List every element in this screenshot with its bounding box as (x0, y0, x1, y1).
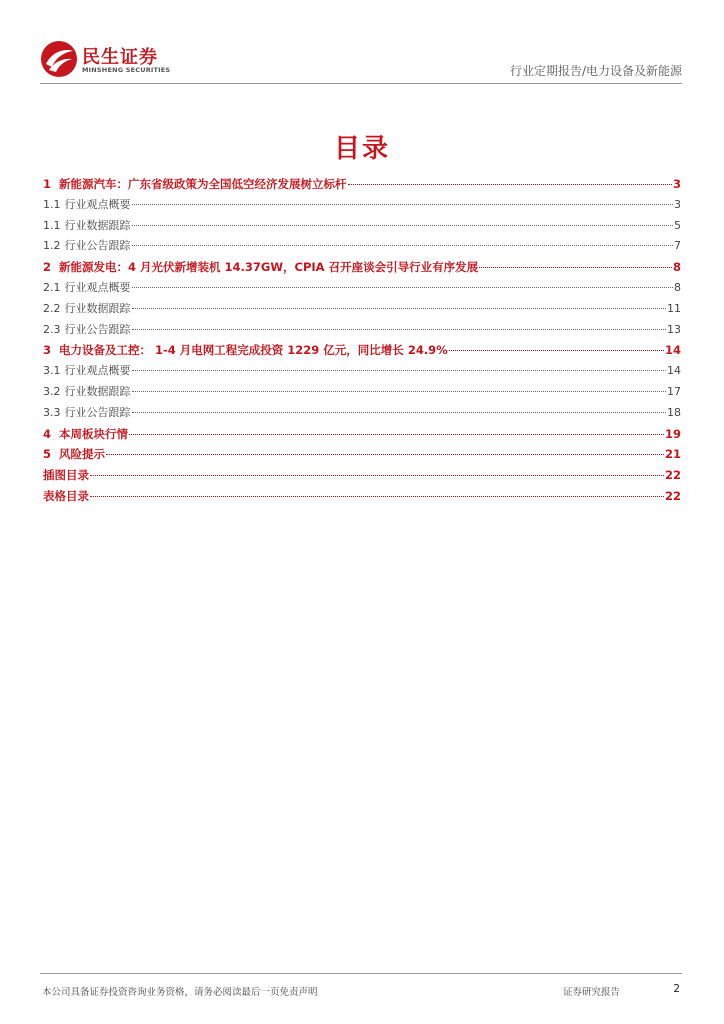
toc-entry-number: 3.2 (43, 384, 61, 398)
toc-entry-label: 行业观点概要 (64, 197, 131, 211)
toc-entry-label: 行业公告跟踪 (64, 239, 131, 253)
toc-dot-leader (132, 287, 674, 288)
toc-dot-leader (132, 412, 667, 413)
toc-entry[interactable] (43, 257, 681, 278)
toc-entry-page: 3 (674, 197, 681, 211)
toc-entry-page: 21 (664, 447, 681, 462)
toc-entry[interactable] (43, 216, 681, 237)
toc-dot-leader (449, 350, 664, 351)
toc-entry-label: 行业公告跟踪 (64, 405, 131, 419)
toc-entry-number: 4 (43, 426, 52, 441)
toc-entry[interactable] (43, 320, 681, 341)
toc-entry-number: 3 (43, 343, 52, 358)
toc-entry-page: 14 (664, 343, 681, 358)
toc-entry-label: 风险提示 (59, 447, 106, 462)
toc-entry-label: 行业数据跟踪 (64, 218, 131, 232)
toc-entry-label: 行业观点概要 (64, 280, 131, 294)
toc-entry-number: 3.3 (43, 405, 61, 419)
toc-entry-page: 8 (672, 260, 681, 275)
toc-entry-label: 本周板块行情 (59, 426, 129, 441)
toc-entry[interactable] (43, 424, 681, 445)
toc-dot-leader (348, 184, 672, 185)
toc-entry-label: 表格目录 (43, 488, 89, 503)
toc-entry-page: 7 (674, 239, 681, 253)
toc-dot-leader (90, 496, 664, 497)
footer-report-type: 证券研究报告 (563, 987, 621, 998)
toc-entry-number: 2 (43, 260, 52, 275)
toc-entry-label: 新能源发电：4 月光伏新增装机 14.37GW，CPIA 召开座谈会引导行业有序发展 (59, 260, 479, 275)
toc-entry-number: 1.1 (43, 197, 61, 211)
footer-disclaimer: 本公司具备证券投资咨询业务资格，请务必阅读最后一页免责声明 (42, 987, 318, 998)
toc-dot-leader (132, 245, 674, 246)
toc-entry[interactable] (43, 236, 681, 257)
toc-dot-leader (132, 329, 667, 330)
toc-dot-leader (132, 225, 674, 226)
page-number: 2 (673, 983, 680, 995)
toc-entry-number: 5 (43, 447, 52, 462)
toc-entry-page: 11 (667, 301, 681, 315)
toc-entry-page: 3 (672, 177, 681, 191)
toc-entry[interactable] (43, 444, 681, 465)
toc-entry[interactable] (43, 195, 681, 216)
toc-title: 目录 (333, 134, 390, 164)
toc-entry-page: 13 (667, 322, 681, 336)
toc-entry-number: 1.1 (43, 218, 61, 232)
toc-entry-page: 14 (667, 364, 681, 378)
header-divider (40, 83, 682, 84)
toc-entry-label: 行业数据跟踪 (64, 384, 131, 398)
toc-dot-leader (132, 308, 667, 309)
toc-entry-page: 18 (667, 405, 681, 419)
toc-entry-number: 2.3 (43, 322, 61, 336)
toc-entry-label: 新能源汽车：广东省级政策为全国低空经济发展树立标杆 (59, 177, 347, 191)
toc-dot-leader (132, 391, 667, 392)
document-type: 行业定期报告/电力设备及新能源 (509, 64, 682, 78)
toc-entry-label: 电力设备及工控： 1-4 月电网工程完成投资 1229 亿元，同比增长 24.9% (59, 343, 448, 358)
toc-entry-number: 3.1 (43, 364, 61, 378)
toc-dot-leader (479, 267, 672, 268)
toc-entry[interactable] (43, 486, 681, 507)
toc-dot-leader (132, 204, 674, 205)
toc-entry-page: 22 (664, 468, 681, 483)
toc-entry-number: 2.1 (43, 280, 61, 294)
footer-divider (40, 973, 682, 974)
toc-entry[interactable] (43, 340, 681, 361)
toc-entry-number: 2.2 (43, 301, 61, 315)
toc-dot-leader (106, 454, 664, 455)
table-of-contents (43, 174, 681, 507)
company-logo (40, 40, 180, 80)
toc-entry-page: 5 (674, 218, 681, 232)
toc-dot-leader (129, 434, 664, 435)
toc-entry-label: 行业数据跟踪 (64, 301, 131, 315)
toc-dot-leader (132, 370, 667, 371)
page-header (0, 0, 724, 86)
toc-entry[interactable] (43, 278, 681, 299)
toc-dot-leader (90, 475, 664, 476)
toc-entry-label: 行业观点概要 (64, 364, 131, 378)
toc-entry-page: 8 (674, 280, 681, 294)
toc-entry[interactable] (43, 382, 681, 403)
toc-entry-label: 行业公告跟踪 (64, 322, 131, 336)
toc-entry[interactable] (43, 465, 681, 486)
toc-entry-label: 插图目录 (43, 468, 89, 483)
toc-entry[interactable] (43, 299, 681, 320)
logo-chinese-name: 民生证券 (82, 47, 158, 68)
toc-entry[interactable] (43, 403, 681, 424)
toc-entry-number: 1 (43, 177, 52, 191)
toc-entry-number: 1.2 (43, 239, 61, 253)
minsheng-logo-icon (40, 40, 78, 78)
toc-entry[interactable] (43, 361, 681, 382)
toc-entry[interactable] (43, 174, 681, 195)
logo-english-name: MINSHENG SECURITIES (82, 66, 171, 74)
toc-entry-page: 19 (664, 426, 681, 441)
toc-entry-page: 17 (667, 384, 681, 398)
toc-entry-page: 22 (664, 488, 681, 503)
